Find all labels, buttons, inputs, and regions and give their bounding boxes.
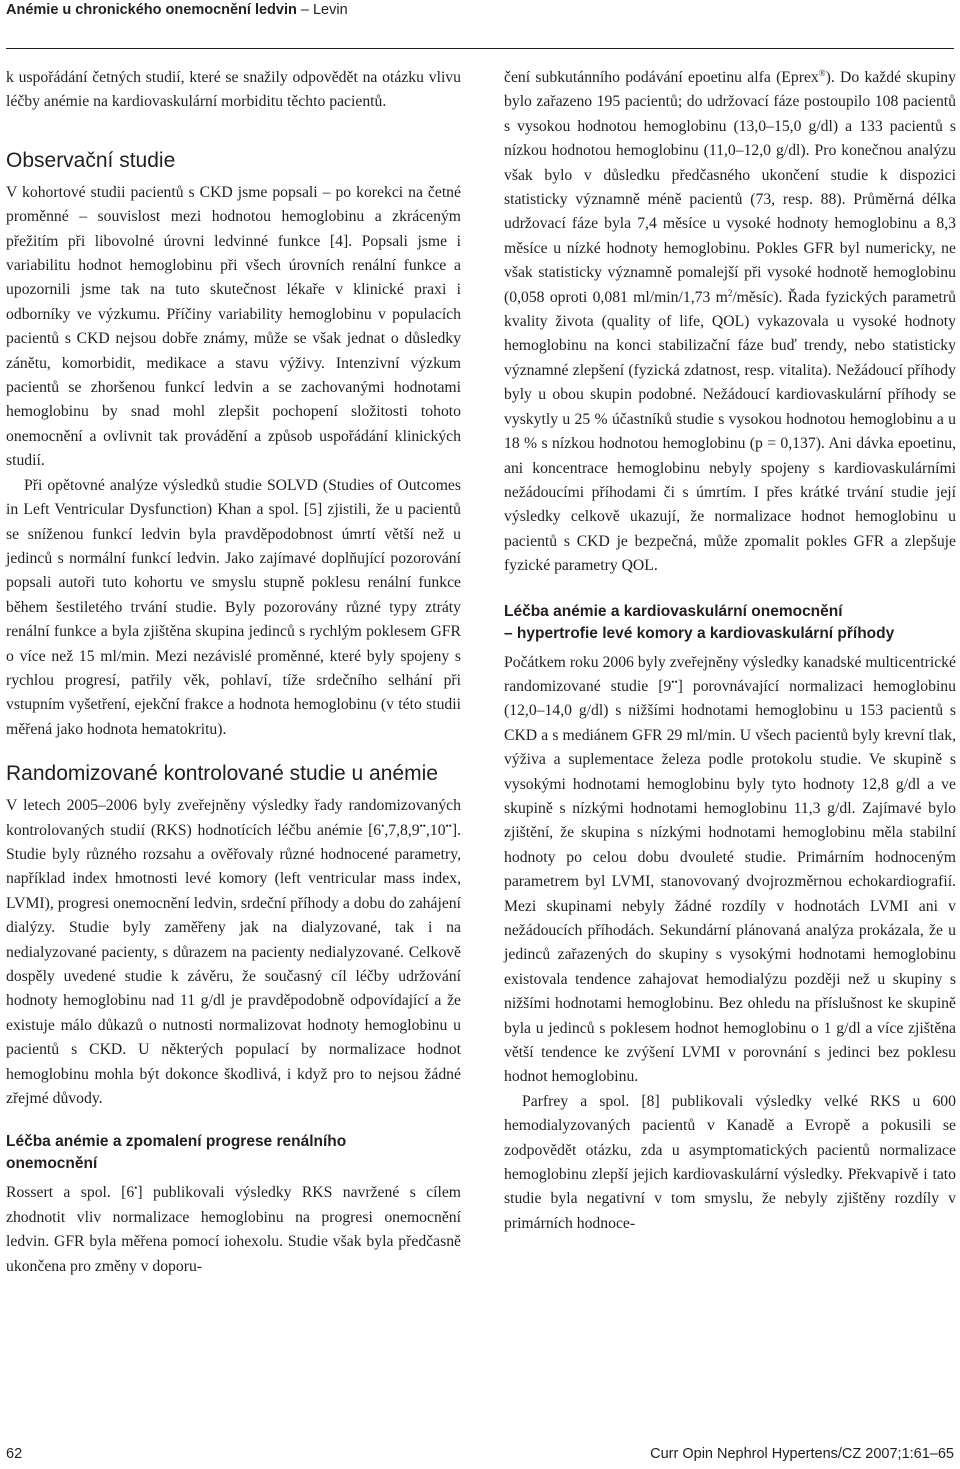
citation-mark: • [381, 820, 385, 831]
running-head-author: – Levin [296, 2, 348, 18]
footer-citation [650, 1446, 954, 1462]
heading-kardiovaskularni [504, 601, 956, 645]
citation-mark: •• [419, 820, 426, 831]
journal-name: Curr Opin Nephrol Hypertens/CZ [650, 1446, 862, 1462]
heading-progrese [6, 1131, 461, 1175]
running-head [6, 2, 348, 18]
superscript-exponent: 2 [727, 287, 733, 298]
paragraph-rct-text-3: ,10 [425, 821, 446, 839]
heading-observacni-studie: Observační studie [6, 148, 176, 172]
paragraph-kardio-text-2: ] porovnávající normalizaci hemoglobinu (12,0–14,0 g/dl) s nižšími hodnotami hemoglobinu u 153 pacientů s CKD a s mediánem GFR 29 ml/min. U všech pacientů byly krevní tlak, výživa a suplementace železa podle protokolu studie. Ve skupině s vysokými hodnotami hemoglobinu byly tyto hodnoty 12,8 g/dl a ve skupině s nízkými hodnotami hemoglobinu 11,3 g/dl. Zajímavé bylo zjištění, že skupina s nízkými hodnotami hemoglobinu měla stabilní hodnoty po celou dobu dvouleté studie. Primárním hodnoceným parametrem byl LVMI, stanovovaný dvojrozměrnou echokardiografií. Mezi skupinami nebyly žádné rozdíly v hodnotách LVMI ani v nežádoucích příhodách. Sekundární plánovaná analýza prokázala, že u jedinců zařazených do skupiny s vysokými hodnotami hemoglobinu existovala tendence zahajovat hemodialýzu později než u skupiny s nižšími hodnotami hemoglobinu. Bez ohledu na příslušnost ke skupině byla u jedinců s poklesem hodnot hemoglobinu o 1 g/dl a více zjištěna větší tendence ke zvýšení LVMI v porovnání s jedinci bez poklesu hodnot hemoglobinu. [504, 677, 956, 1086]
paragraph-kanadska-studie [504, 651, 956, 1090]
citation-mark: • [134, 1183, 138, 1194]
registered-mark: ® [818, 67, 826, 78]
paragraph-rct-text-2: ,7,8,9 [384, 821, 420, 839]
paragraph-continuation [504, 66, 956, 579]
heading-progrese-line-1: Léčba anémie a zpomalení progrese renálního [6, 1133, 347, 1151]
paragraph-solvd: Při opětovné analýze výsledků studie SOLVD (Studies of Outcomes in Left Ventricular Dysfunction) Khan a spol. [5] zjistili, že u pacientů se sníženou funkcí ledvin byla pravděpodobnost úmrtí větší než u jedinců s normální funkcí ledvin. Jako zajímavé doplňující pozorování popsali autoři tuto kohortu ve smyslu stupně poklesu renální funkce během šestiletého trvání studie. Byly pozorovány různé typy ztráty renální funkce a byla zjištěna skupina jedinců s rychlým poklesem GFR o více než 15 ml/min. Mezi nezávislé proměnné, které byly spojeny s rychlou progresí, patřily věk, pohlaví, tíže srdečního selhání při vstupním vyšetření, ejekční frakce a hodnota hemoglobinu (v této studii měřená jako hodnota hematokritu). [6, 476, 461, 738]
paragraph-kardio-text-1: Počátkem roku 2006 byly zveřejněny výsledky kanadské multicentrické randomizované studie [9 [504, 653, 956, 695]
citation-mark: •• [445, 820, 452, 831]
right-column [504, 66, 956, 1236]
paragraph-rossert [6, 1181, 461, 1279]
paragraph-continuation-text-1: čení subkutánního podávání epoetinu alfa (Eprex [504, 69, 819, 86]
paragraph-rct [6, 794, 461, 1111]
citation-mark: •• [671, 676, 678, 687]
paragraph-rct-text-4: ]. Studie byly různého rozsahu a ověřovaly různé hodnocené parametry, například index hmotnosti levé komory (left ventricular mass index, LVMI), progresi onemocnění ledvin, srdeční příhody a dobu do zahájení dialýzy. Studie byly zaměřeny jak na dialyzované, tak i na nedialyzované pacienty, s důrazem na pacienty nedialyzované. Celkově dospěly uvedené studie k závěru, že současný cíl léčby udržování hodnoty hemoglobinu nad 11 g/dl je pravděpodobně odpovídající a že existuje málo důkazů o nutnosti normalizovat hodnoty hemoglobinu u pacientů s CKD. U některých populací by normalizace hodnot hemoglobinu mohla být dokonce škodlivá, i když pro to nejsou žádné zřejmé důvody. [6, 821, 461, 1108]
page-number: 62 [6, 1446, 23, 1462]
paragraph-continuation-text-2: ). Do každé skupiny bylo zařazeno 195 pacientů; do udržovací fáze postoupilo 108 pacientů s vysokou hodnotou hemoglobinu (13,0–15,0 g/dl) a 133 pacientů s nízkou hodnotou hemoglobinu (11,0–12,0 g/dl). Pro konečnou analýzu však bylo v důsledku předčasného ukončení studie k dispozici statisticky významně méně pacientů (73, resp. 88). Průměrná délka udržovací fáze byla 7,4 měsíce u vysoké hodnoty hemoglobinu a 8,3 měsíce u nízké hodnoty hemoglobinu. Pokles GFR byl numericky, ne však statisticky významně pomalejší při vysoké hodnotě hemoglobinu (0,058 oproti 0,081 ml/min/1,73 m [504, 69, 956, 306]
paragraph-rossert-text-2: ] publikovali výsledky RKS navržené s cílem zhodnotit vliv normalizace hemoglobinu na progresi onemocnění ledvin. GFR byla měřena pomocí iohexolu. Studie však byla předčasně ukončena pro změny v doporu- [6, 1184, 462, 1275]
running-head-title: Anémie u chronického onemocnění ledvin [6, 2, 297, 18]
journal-citation: 2007;1:61–65 [861, 1446, 954, 1462]
paragraph-continuation-text-3: /měsíc). Řada fyzických parametrů kvality života (quality of life, QOL) vykazovala u vysoké hodnoty hemoglobinu na konci stabilizační fáze buď trendy, nebo statisticky významné zlepšení (fyzická zdatnost, resp. vitalita). Nežádoucí příhody byly u obou skupin podobné. Nežádoucí kardiovaskulární příhody se vyskytly u 25 % účastníků studie s vysokou hodnotou hemoglobinu a u 18 % s nízkou hodnotou hemoglobinu (p = 0,137). Ani dávka epoetinu, ani koncentrace hemoglobinu nebyly spojeny s kardiovaskulárními nežádoucími příhodami či s úmrtím. I přes krátké trvání studie její výsledky celkově ukazují, že normalizace hodnot hemoglobinu u pacientů s CKD je bezpečná, může zpomalit pokles GFR a zlepšuje fyzické parametry QOL. [504, 288, 956, 575]
left-column [6, 66, 461, 1279]
paragraph-rossert-text-1: Rossert a spol. [6 [6, 1184, 135, 1202]
header-rule [6, 48, 954, 49]
heading-randomizovane-studie: Randomizované kontrolované studie u anémie [6, 762, 438, 786]
paragraph-observacni: V kohortové studii pacientů s CKD jsme popsali – po korekci na četné proměnné – souvislost mezi hodnotou hemoglobinu a zkráceným přežitím při libovolné úrovni ledvinné funkce [4]. Popsali jsme i variabilitu hodnot hemoglobinu při všech úrovních renální funkce a upozornili jsme tak na tuto skutečnost lékaře v klinické praxi i odborníky ve výzkumu. Příčiny variability hemoglobinu v populacích pacientů s CKD nejsou dobře známy, může se však jednat o důsledky zánětu, komorbidit, medikace a stavu výživy. Intenzivní výzkum pacientů se zhoršenou funkcí ledvin a se zachovanými hodnotami hemoglobinu by snad mohl zlepšit pochopení složitosti tohoto onemocnění a ovlivnit tak provádění a způsob uspořádání klinických studií. [6, 183, 461, 470]
paragraph-rct-text-1: V letech 2005–2006 byly zveřejněny výsledky řady randomizovaných kontrolovaných studií (RKS) hodnotících léčbu anémie [6 [6, 797, 461, 839]
heading-kardio-line-2: – hypertrofie levé komory a kardiovaskulární příhody [504, 624, 895, 642]
heading-progrese-line-2: onemocnění [6, 1155, 98, 1173]
heading-kardio-line-1: Léčba anémie a kardiovaskulární onemocnění [504, 602, 843, 620]
paragraph-parfrey: Parfrey a spol. [8] publikovali výsledky velké RKS u 600 hemodialyzovaných pacientů v Kanadě a Evropě a pokusili se zodpovědět otázku, zda u asymptomatických pacientů normalizace hemoglobinu zlepší jejich kardiovaskulární výsledky. Překvapivě i tato studie byla negativní v tom smyslu, že nebyly zjištěny rozdíly v primárních hodnoce- [504, 1092, 956, 1232]
paragraph-intro: k uspořádání četných studií, které se snažily odpovědět na otázku vlivu léčby anémie na kardiovaskulární morbiditu těchto pacientů. [6, 69, 461, 111]
